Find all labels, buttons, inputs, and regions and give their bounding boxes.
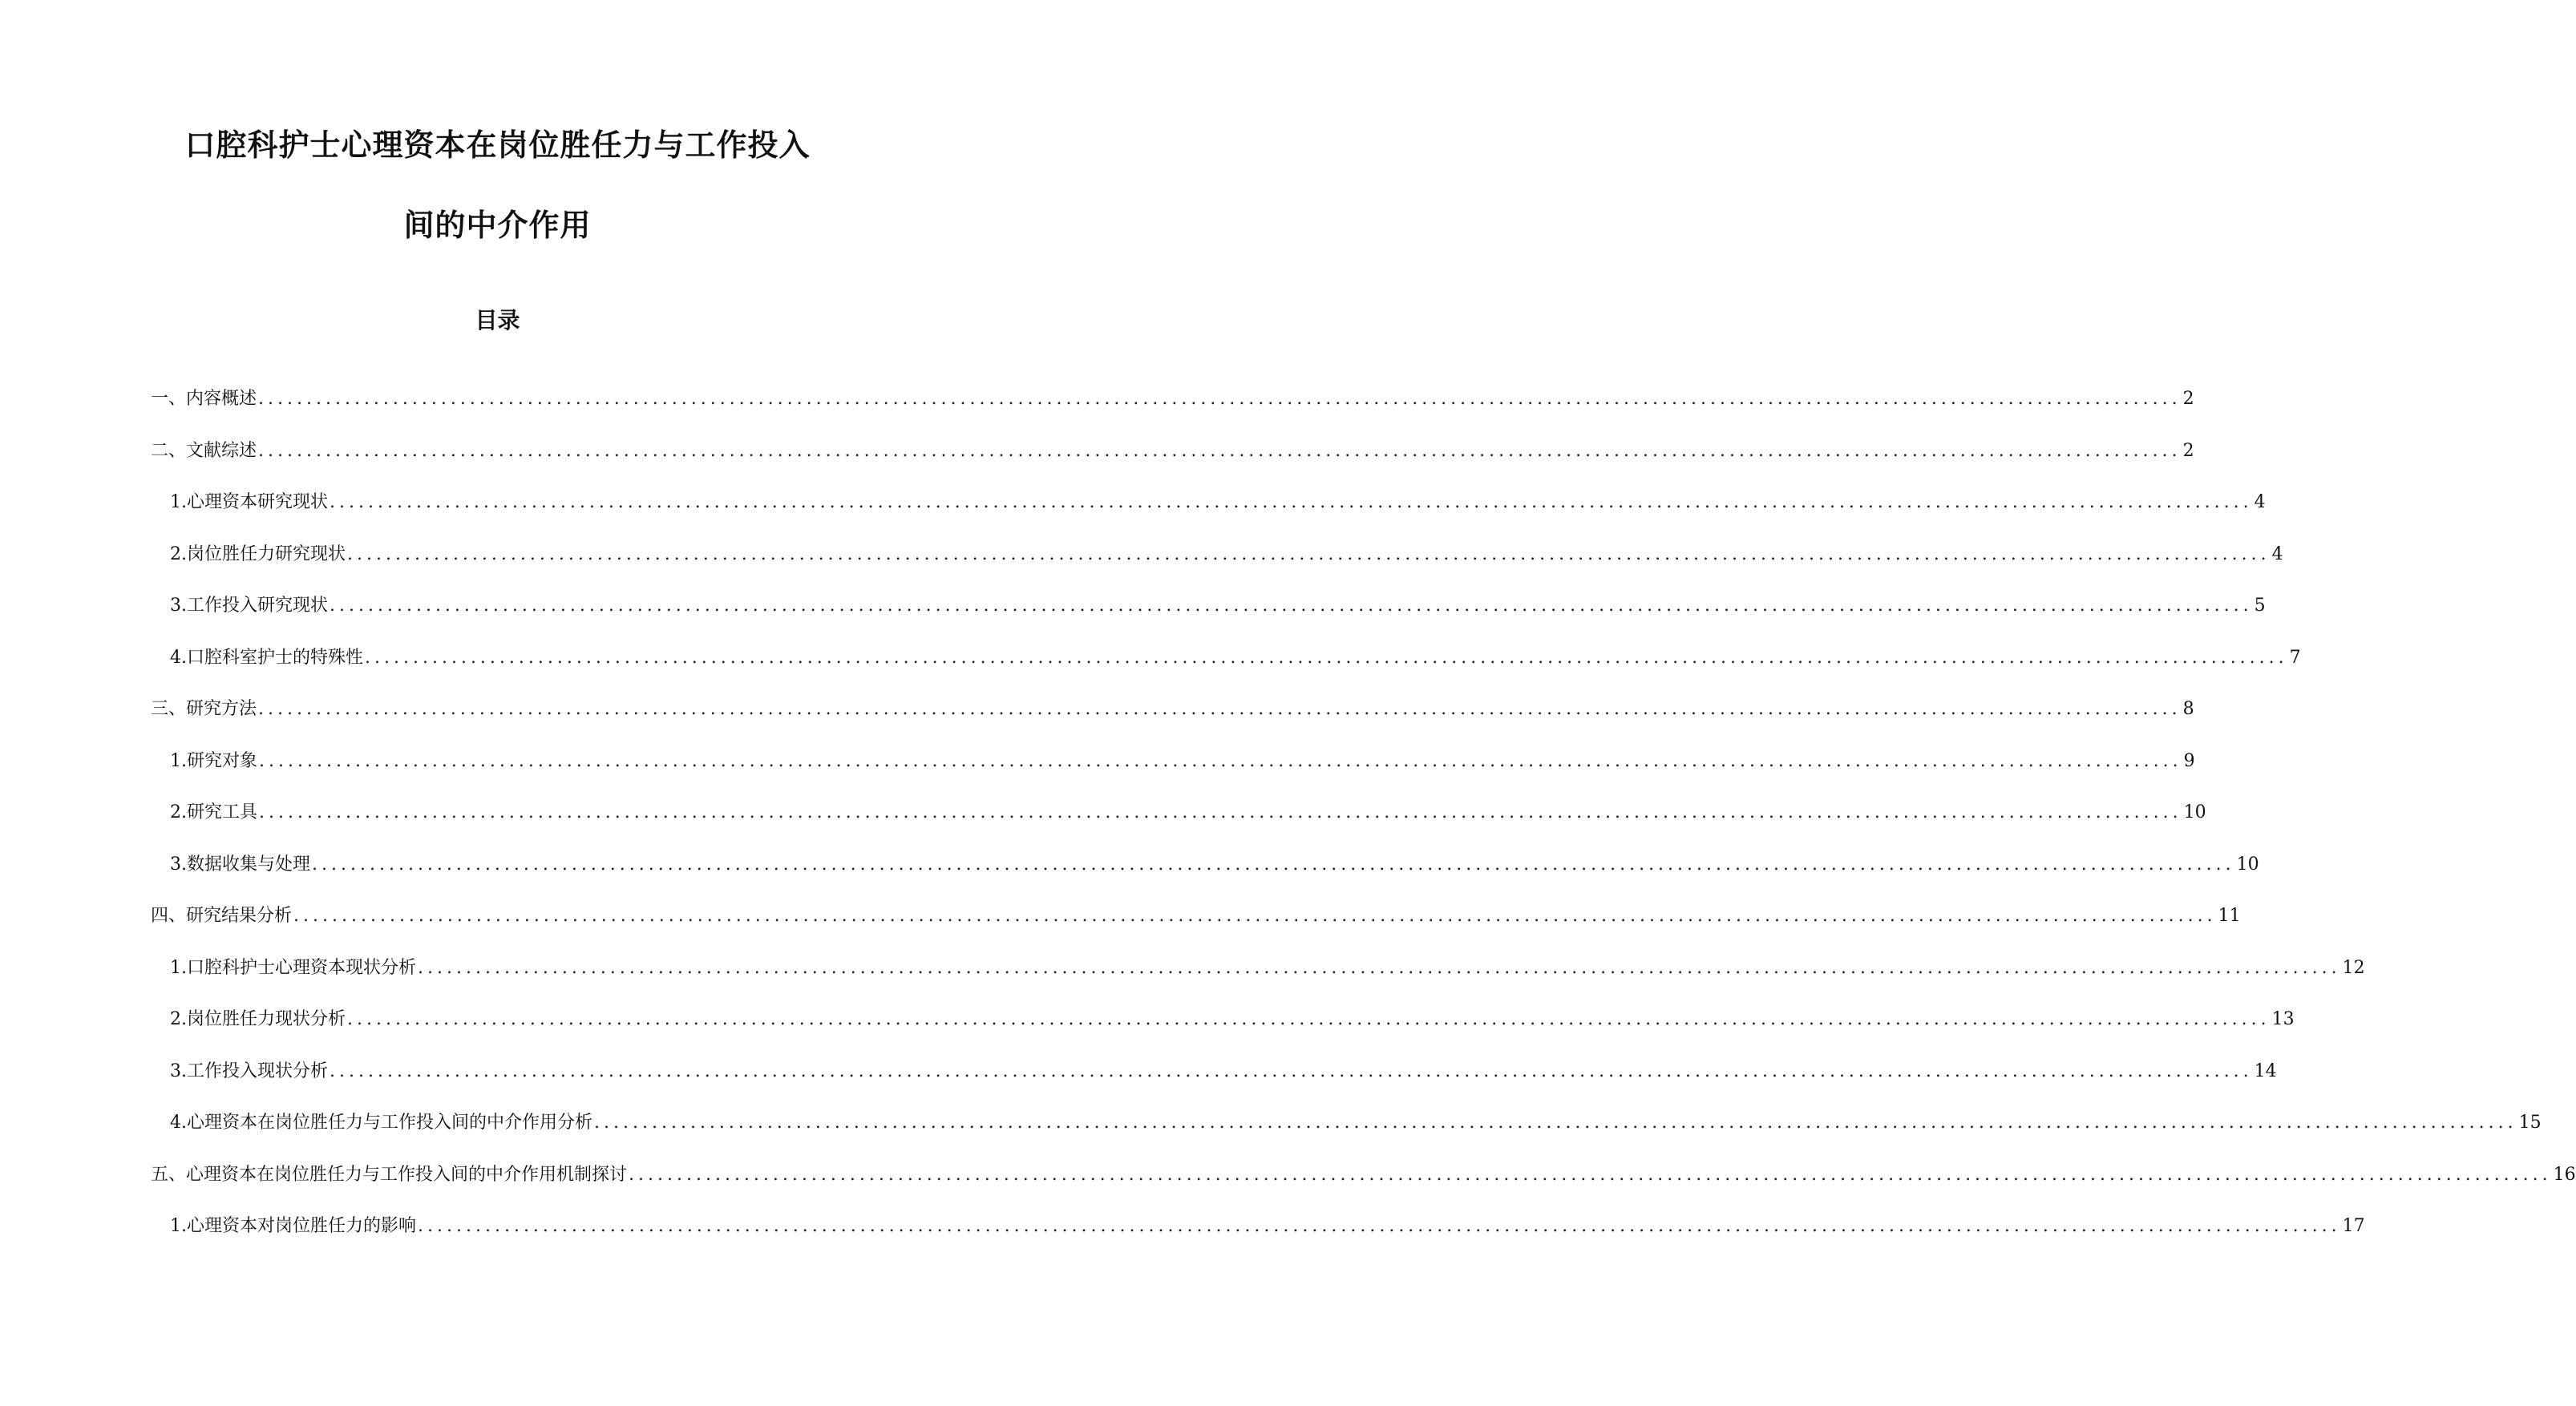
toc-entry-page-number: 16 — [2553, 1164, 2576, 1185]
toc-leader-dots: ........................................................................................................................................................................................................ — [258, 699, 2182, 719]
toc-leader-dots: ........................................................................................................................................................................................................ — [312, 854, 2235, 875]
toc-entry-page-number: 14 — [2254, 1061, 2277, 1081]
toc-entry[interactable] — [170, 798, 2206, 827]
toc-entry-label: 五、心理资本在岗位胜任力与工作投入间的中介作用机制探讨 — [151, 1164, 628, 1185]
toc-entry-number: 1. — [170, 492, 187, 512]
toc-leader-dots: ........................................................................................................................................................................................................ — [259, 802, 2182, 822]
toc-entry-label: 二、文献综述 — [151, 440, 257, 461]
document-title-line-1: 口腔科护士心理资本在岗位胜任力与工作投入 — [184, 127, 811, 163]
toc-leader-dots: ........................................................................................................................................................................................................ — [259, 750, 2182, 771]
toc-entry[interactable] — [151, 1161, 2576, 1190]
toc-leader-dots: ........................................................................................................................................................................................................ — [418, 1216, 2341, 1236]
toc-entry[interactable] — [151, 385, 2194, 414]
toc-entry-number: 1. — [170, 1216, 187, 1236]
toc-entry-page-number: 15 — [2518, 1113, 2542, 1133]
toc-entry-label: 研究工具 — [187, 802, 258, 822]
toc-leader-dots: ........................................................................................................................................................................................................ — [330, 492, 2253, 512]
toc-entry-number: 3. — [170, 854, 187, 875]
toc-entry-number: 3. — [170, 596, 187, 616]
toc-entry[interactable] — [170, 644, 2301, 673]
toc-entry-page-number: 17 — [2342, 1216, 2365, 1236]
toc-heading: 目录 — [475, 307, 520, 333]
toc-entry-number: 2. — [170, 802, 187, 822]
toc-entry-label: 一、内容概述 — [151, 389, 257, 409]
toc-leader-dots: ........................................................................................................................................................................................................ — [330, 1061, 2253, 1081]
toc-entry[interactable] — [170, 1109, 2542, 1137]
toc-entry-number: 2. — [170, 543, 187, 564]
toc-entry-label: 三、研究方法 — [151, 699, 257, 719]
toc-entry-page-number: 4 — [2254, 492, 2266, 512]
toc-entry[interactable] — [170, 1057, 2277, 1086]
toc-entry[interactable] — [151, 437, 2194, 466]
toc-entry[interactable] — [151, 902, 2241, 931]
toc-leader-dots: ........................................................................................................................................................................................................ — [365, 647, 2288, 668]
toc-entry-label: 岗位胜任力现状分析 — [187, 1009, 346, 1029]
toc-entry-page-number: 13 — [2271, 1009, 2295, 1029]
toc-entry[interactable] — [170, 954, 2365, 983]
toc-entry-page-number: 10 — [2236, 854, 2259, 875]
toc-entry-label: 口腔科护士心理资本现状分析 — [187, 957, 417, 978]
toc-entry-label: 口腔科室护士的特殊性 — [187, 647, 364, 668]
toc-entry-number: 1. — [170, 750, 187, 771]
toc-entry-page-number: 11 — [2218, 906, 2241, 926]
toc-entry-label: 工作投入现状分析 — [187, 1061, 329, 1081]
toc-entry-label: 研究对象 — [187, 750, 258, 771]
toc-entry-label: 数据收集与处理 — [187, 854, 311, 875]
toc-entry[interactable] — [170, 540, 2283, 569]
toc-entry-page-number: 7 — [2289, 647, 2301, 668]
toc-entry[interactable] — [170, 1005, 2295, 1034]
toc-leader-dots: ........................................................................................................................................................................................................ — [330, 596, 2253, 616]
toc-entry-page-number: 9 — [2183, 750, 2195, 771]
toc-entry[interactable] — [170, 592, 2266, 620]
toc-leader-dots: ........................................................................................................................................................................................................ — [594, 1113, 2517, 1133]
toc-entry-page-number: 12 — [2342, 957, 2365, 978]
toc-entry[interactable] — [151, 695, 2194, 724]
toc-leader-dots: ........................................................................................................................................................................................................ — [258, 440, 2182, 461]
toc-entry-page-number: 4 — [2271, 543, 2283, 564]
toc-leader-dots: ........................................................................................................................................................................................................ — [629, 1164, 2552, 1185]
toc-entry-page-number: 8 — [2182, 699, 2194, 719]
toc-entry-label: 岗位胜任力研究现状 — [187, 543, 346, 564]
toc-entry-label: 心理资本对岗位胜任力的影响 — [187, 1216, 417, 1236]
toc-entry[interactable] — [170, 1212, 2365, 1241]
toc-entry-page-number: 5 — [2254, 596, 2266, 616]
toc-entry-page-number: 2 — [2182, 440, 2194, 461]
toc-entry[interactable] — [170, 850, 2259, 879]
toc-entry-label: 心理资本在岗位胜任力与工作投入间的中介作用分析 — [187, 1113, 593, 1133]
toc-leader-dots: ........................................................................................................................................................................................................ — [258, 389, 2182, 409]
toc-leader-dots: ........................................................................................................................................................................................................ — [418, 957, 2341, 978]
toc-entry-number: 4. — [170, 647, 187, 668]
toc-leader-dots: ........................................................................................................................................................................................................ — [293, 906, 2217, 926]
toc-leader-dots: ........................................................................................................................................................................................................ — [347, 1009, 2271, 1029]
toc-entry-page-number: 2 — [2182, 389, 2194, 409]
toc-entry[interactable] — [170, 747, 2195, 776]
toc-entry-label: 四、研究结果分析 — [151, 906, 293, 926]
toc-entry-label: 工作投入研究现状 — [187, 596, 329, 616]
toc-entry-number: 4. — [170, 1113, 187, 1133]
toc-entry[interactable] — [170, 488, 2266, 517]
toc-entry-page-number: 10 — [2183, 802, 2206, 822]
toc-entry-number: 2. — [170, 1009, 187, 1029]
toc-entry-label: 心理资本研究现状 — [187, 492, 329, 512]
toc-leader-dots: ........................................................................................................................................................................................................ — [347, 543, 2271, 564]
toc-entry-number: 3. — [170, 1061, 187, 1081]
toc-entry-number: 1. — [170, 957, 187, 978]
document-title-line-2: 间的中介作用 — [403, 208, 592, 243]
